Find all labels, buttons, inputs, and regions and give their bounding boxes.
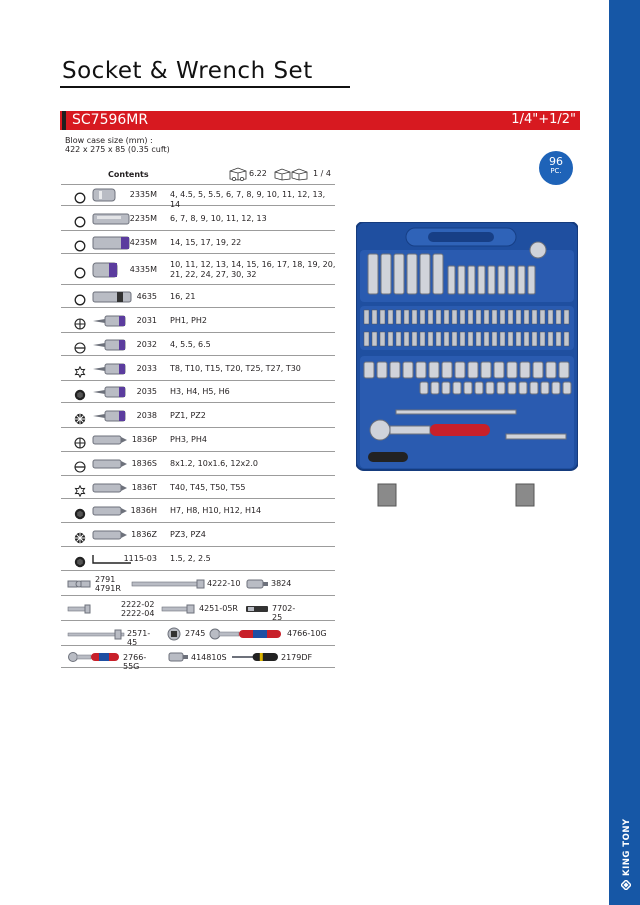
- page-title: Socket & Wrench Set: [62, 58, 313, 84]
- phillips-symbol-icon: [74, 315, 86, 327]
- deep-socket: [420, 254, 430, 294]
- title-underline: [60, 86, 350, 88]
- bit-part: [428, 332, 433, 346]
- bit-part: [564, 310, 569, 324]
- deep-socket: [433, 254, 443, 294]
- universal-joint-icon: [67, 576, 91, 596]
- product-photo: [356, 222, 578, 507]
- accessory-code-line: 4251-05R: [199, 604, 238, 613]
- hex-symbol-icon: [74, 213, 86, 225]
- socket-part: [442, 362, 452, 378]
- bit-part: [524, 332, 529, 346]
- bit-part: [436, 332, 441, 346]
- accessory-code-line: 2791: [95, 574, 116, 584]
- bit-socket: [508, 266, 515, 294]
- part-number: 1836P: [131, 435, 157, 444]
- bit-part: [564, 332, 569, 346]
- drive-size: 1/4"+1/2": [511, 112, 576, 127]
- size-list: PH1, PH2: [170, 315, 207, 325]
- bit-part: [468, 310, 473, 324]
- phillips-symbol-icon: [74, 434, 86, 446]
- extension-short-icon: [67, 601, 91, 621]
- size-list: 10, 11, 12, 13, 14, 15, 16, 17, 18, 19, 20, 21, 22, 24, 27, 30, 32: [170, 259, 336, 279]
- table-row: [61, 547, 335, 571]
- size-list: H3, H4, H5, H6: [170, 387, 230, 396]
- socket-part: [455, 362, 465, 378]
- pozi-symbol-icon: [74, 410, 86, 422]
- accessory-code: [271, 579, 295, 588]
- socket-part: [416, 362, 426, 378]
- socket-part: [481, 362, 491, 378]
- table-row: [61, 285, 335, 308]
- accessory-code-line: 4222-10: [207, 579, 241, 588]
- table-row: [61, 333, 335, 356]
- accessory-code: [185, 629, 205, 638]
- bit-part: [540, 310, 545, 324]
- bit-part: [444, 310, 449, 324]
- part-number: 4235M: [129, 237, 157, 247]
- table-row: [61, 308, 335, 333]
- table-row: [61, 476, 335, 499]
- joint-adapter-icon: [165, 626, 183, 646]
- model-bar: [60, 111, 580, 130]
- bit-socket: [458, 266, 465, 294]
- extension-part: [506, 434, 566, 439]
- piece-count-badge: [539, 151, 573, 185]
- socket-part: [520, 362, 530, 378]
- bit-part: [468, 332, 473, 346]
- bit-part: [452, 332, 457, 346]
- slotted-symbol-icon: [74, 458, 86, 470]
- socket-part: [519, 382, 527, 394]
- part-number: 2032: [136, 339, 157, 349]
- size-list: PH3, PH4: [170, 435, 207, 444]
- bit-part: [364, 332, 369, 346]
- bit-part: [452, 310, 457, 324]
- ratchet-shaft: [390, 426, 430, 434]
- accessory-code-line: 7702-25: [272, 604, 296, 622]
- socket-part: [552, 382, 560, 394]
- ratchet-grip: [430, 424, 490, 436]
- torx-symbol-icon: [74, 363, 86, 375]
- torx-symbol-icon: [74, 482, 86, 494]
- table-row: [61, 523, 335, 547]
- socket-part: [507, 362, 517, 378]
- bit-part: [372, 310, 377, 324]
- size-list: 6, 7, 8, 9, 10, 11, 12, 13: [170, 213, 267, 223]
- extension-part: [396, 410, 516, 414]
- accessory-code-line: 2179DF: [281, 652, 313, 662]
- table-row: [61, 356, 335, 381]
- table-row: [61, 499, 335, 523]
- bit-part: [404, 332, 409, 346]
- carton-icon: [228, 166, 248, 185]
- part-number: 2033: [136, 363, 157, 373]
- bit-part: [412, 332, 417, 346]
- hex-symbol-icon: [74, 264, 86, 276]
- socket-part: [559, 362, 569, 378]
- contents-label: Contents: [108, 170, 149, 179]
- bit-part: [436, 310, 441, 324]
- size-list: 4, 4.5, 5, 5.5, 6, 7, 8, 9, 10, 11, 12, 13, 14: [170, 190, 326, 209]
- socket-part: [468, 362, 478, 378]
- part-number: 1836T: [131, 482, 157, 492]
- bit-socket: [528, 266, 535, 294]
- part-number: 4335M: [129, 264, 157, 274]
- piece-count: 96: [549, 155, 563, 168]
- bit-part: [460, 332, 465, 346]
- part-number: 2035: [136, 387, 157, 396]
- bit-socket: [488, 266, 495, 294]
- bit-part: [420, 310, 425, 324]
- bit-part: [396, 310, 401, 324]
- bit-socket: [448, 266, 455, 294]
- accessory-code: [199, 604, 239, 613]
- accessory-code-line: 4791R: [95, 583, 121, 593]
- socket-part: [494, 362, 504, 378]
- accessory-code-line: 2745: [185, 629, 206, 638]
- accessory-code: [123, 653, 161, 671]
- socket-part: [546, 362, 556, 378]
- socket-part: [464, 382, 472, 394]
- socket-part: [563, 382, 571, 394]
- socket-part: [508, 382, 516, 394]
- brand-logo-icon: [621, 880, 634, 890]
- bit-part: [460, 310, 465, 324]
- socket-part: [497, 382, 505, 394]
- bit-part: [372, 332, 377, 346]
- model-code: SC7596MR: [72, 112, 149, 128]
- table-row: [61, 231, 335, 254]
- deep-socket: [368, 254, 378, 294]
- size-list: 8x1.2, 10x1.6, 12x2.0: [170, 459, 258, 468]
- bit-socket: [468, 266, 475, 294]
- part-number: 1836S: [131, 459, 157, 468]
- size-list: 4, 5.5, 6.5: [170, 339, 211, 349]
- bit-holder-icon: [245, 601, 269, 621]
- accessory-code-line: 2222-04: [121, 608, 155, 618]
- bit-part: [532, 310, 537, 324]
- socket-part: [486, 382, 494, 394]
- bit-part: [420, 332, 425, 346]
- accessory-row: [61, 646, 335, 671]
- part-number: 4635: [136, 291, 157, 301]
- model-bar-accent: [62, 111, 66, 130]
- screwdriver-part: [368, 452, 408, 462]
- contents-table: [61, 184, 336, 671]
- accessory-code: [95, 575, 125, 593]
- bit-part: [532, 332, 537, 346]
- socket-part: [530, 382, 538, 394]
- size-list: PZ1, PZ2: [170, 410, 206, 420]
- bit-part: [396, 332, 401, 346]
- socket-part: [377, 362, 387, 378]
- accessory-code-line: 2571-45: [127, 629, 151, 647]
- bit-part: [364, 310, 369, 324]
- size-list: T8, T10, T15, T20, T25, T27, T30: [170, 363, 301, 373]
- hex-symbol-icon: [74, 291, 86, 303]
- socket-part: [364, 362, 374, 378]
- bit-part: [556, 310, 561, 324]
- table-row: [61, 428, 335, 452]
- accessory-code: [287, 629, 327, 638]
- accessory-code-line: 2222-02: [121, 599, 155, 609]
- part-number: 2335M: [129, 190, 157, 199]
- bit-part: [388, 332, 393, 346]
- part-number: 2235M: [129, 213, 157, 223]
- table-row: [61, 206, 335, 231]
- hex-key-symbol-icon: [74, 553, 86, 565]
- bit-socket: [498, 266, 505, 294]
- extension-bar-icon: [131, 576, 205, 596]
- bit-part: [524, 310, 529, 324]
- bit-part: [492, 310, 497, 324]
- sliding-bar-icon: [67, 626, 125, 646]
- bit-part: [484, 310, 489, 324]
- socket-part: [442, 382, 450, 394]
- bit-part: [428, 310, 433, 324]
- accessory-code-line: 4766-10G: [287, 629, 327, 638]
- bit-part: [476, 332, 481, 346]
- side-color-bar: [609, 0, 640, 905]
- case-size-label: Blow case size (mm) :: [65, 136, 153, 145]
- size-list: T40, T45, T50, T55: [170, 482, 246, 492]
- bit-part: [556, 332, 561, 346]
- bit-part: [548, 332, 553, 346]
- carton-weight: 6.22: [249, 169, 267, 178]
- hex-symbol-icon: [74, 237, 86, 249]
- accessory-code: [127, 629, 157, 647]
- bit-socket: [518, 266, 525, 294]
- size-list: 14, 15, 17, 19, 22: [170, 237, 242, 247]
- accessory-row: [61, 596, 335, 621]
- screwdriver-icon: [231, 649, 279, 669]
- bit-part: [380, 332, 385, 346]
- bit-part: [500, 310, 505, 324]
- bit-part: [404, 310, 409, 324]
- bit-part: [508, 332, 513, 346]
- pozi-symbol-icon: [74, 529, 86, 541]
- adapter-icon: [167, 649, 189, 669]
- part-number: 1836Z: [131, 530, 157, 539]
- bit-part: [508, 310, 513, 324]
- socket-part: [420, 382, 428, 394]
- accessory-code: [121, 600, 155, 618]
- deep-socket: [407, 254, 417, 294]
- bit-part: [444, 332, 449, 346]
- socket-part: [403, 362, 413, 378]
- bit-part: [484, 332, 489, 346]
- box-qty: 1 / 4: [313, 169, 331, 178]
- part-number: 1115-03: [123, 554, 157, 563]
- bit-part: [516, 332, 521, 346]
- adapter-part: [530, 242, 546, 258]
- hex-symbol-icon: [74, 189, 86, 201]
- socket-part: [533, 362, 543, 378]
- table-row: [61, 452, 335, 476]
- accessory-code-line: 3824: [271, 579, 292, 588]
- bit-part: [380, 310, 385, 324]
- hex-key-symbol-icon: [74, 386, 86, 398]
- piece-unit: PC.: [550, 167, 562, 175]
- socket-part: [453, 382, 461, 394]
- bit-part: [388, 310, 393, 324]
- socket-part: [475, 382, 483, 394]
- accessory-row: [61, 571, 335, 596]
- size-list: 1.5, 2, 2.5: [170, 554, 211, 563]
- adapter-icon: [245, 576, 269, 596]
- case-size: [65, 136, 170, 154]
- bit-part: [500, 332, 505, 346]
- part-number: 2031: [136, 315, 157, 325]
- accessory-row: [61, 621, 335, 646]
- accessory-code-line: 2766-55G: [123, 652, 147, 671]
- table-row: [61, 381, 335, 403]
- size-list: 16, 21: [170, 291, 196, 301]
- hex-key-symbol-icon: [74, 505, 86, 517]
- deep-socket: [394, 254, 404, 294]
- bit-part: [412, 310, 417, 324]
- socket-part: [390, 362, 400, 378]
- size-list: H7, H8, H10, H12, H14: [170, 506, 262, 515]
- ratchet-large-icon: [209, 626, 283, 646]
- accessory-code: [207, 579, 243, 588]
- bit-socket: [478, 266, 485, 294]
- accessory-code: [191, 653, 227, 662]
- bit-part: [476, 310, 481, 324]
- socket-part: [541, 382, 549, 394]
- part-number: 2038: [136, 410, 157, 420]
- socket-part: [429, 362, 439, 378]
- size-list: PZ3, PZ4: [170, 530, 206, 539]
- bit-part: [492, 332, 497, 346]
- table-row: [61, 184, 335, 209]
- ratchet-small-icon: [67, 649, 121, 669]
- extension-bar-icon: [161, 601, 195, 621]
- brand-name: KING TONY: [622, 818, 632, 876]
- table-row: [61, 403, 335, 428]
- table-row: [61, 254, 335, 285]
- slotted-symbol-icon: [74, 339, 86, 351]
- accessory-code: [272, 604, 304, 622]
- bit-part: [516, 310, 521, 324]
- box-icon: [274, 166, 308, 185]
- bit-part: [548, 310, 553, 324]
- part-number: 1836H: [130, 506, 157, 515]
- accessory-code: [281, 653, 313, 662]
- case-size-value: 422 x 275 x 85 (0.35 cuft): [65, 145, 170, 154]
- brand-mark: [613, 800, 635, 890]
- accessory-code-line: 414810S: [191, 652, 227, 662]
- socket-part: [431, 382, 439, 394]
- deep-socket: [381, 254, 391, 294]
- bit-part: [540, 332, 545, 346]
- ratchet-head: [370, 420, 390, 440]
